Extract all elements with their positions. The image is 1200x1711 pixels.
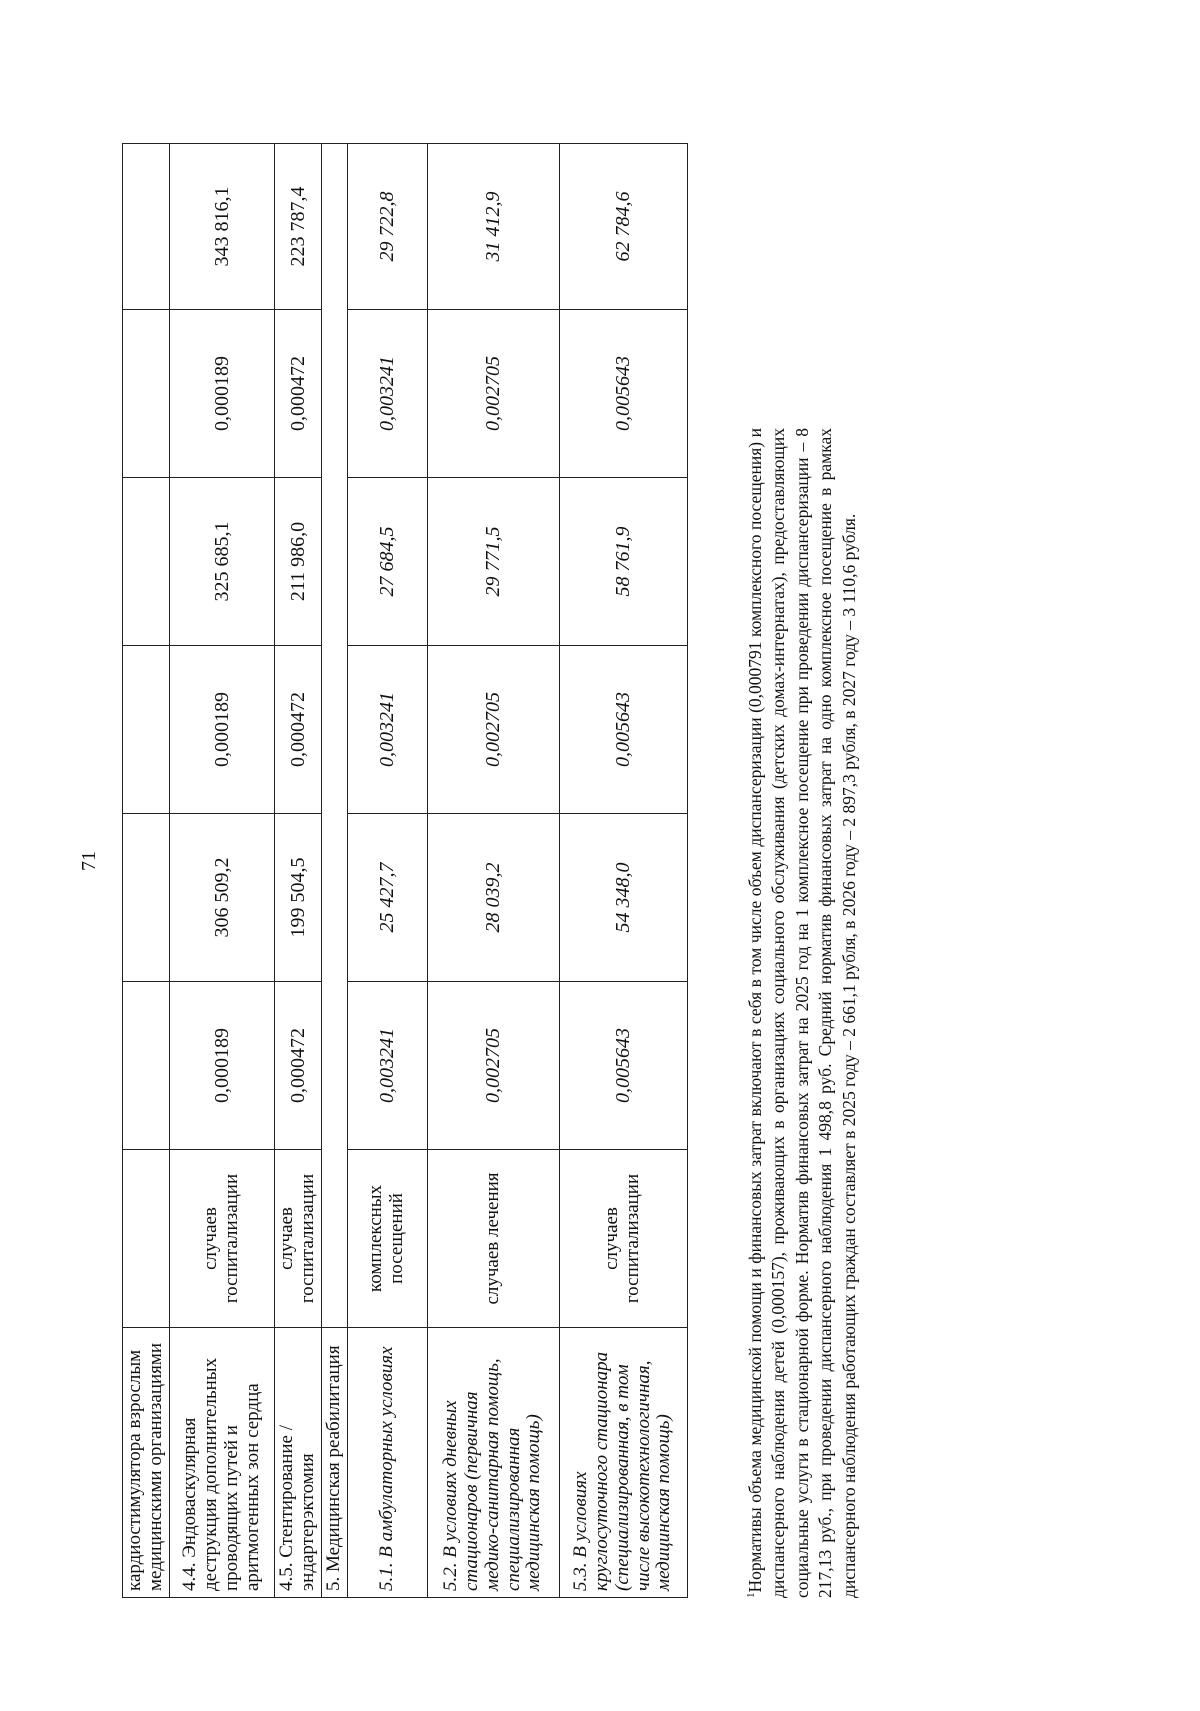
volume-2025: 0,005643 <box>559 982 687 1150</box>
cost-2026: 58 761,9 <box>559 478 687 646</box>
page-number: 71 <box>78 851 100 871</box>
volume-2027: 0,000472 <box>274 310 321 478</box>
table-row <box>559 144 687 1598</box>
volume-2027: 0,000189 <box>169 310 274 478</box>
volume-2025: 0,000472 <box>274 982 321 1150</box>
section-heading: 5. Медицинская реабилитация <box>321 1328 347 1598</box>
volume-2027: 0,003241 <box>347 310 427 478</box>
volume-2026: 0,005643 <box>559 646 687 814</box>
footnote-marker: 1 <box>745 1592 758 1598</box>
row-name: 5.3. В условиях круглосуточного стационара (специализированная, в том числе высокотехнологичная, медицинская помощь) <box>559 1328 687 1598</box>
row-name: 5.2. В условиях дневных стационаров (первичная медико-санитарная помощь, специализированная медицинская помощь) <box>427 1328 559 1598</box>
table-row <box>169 144 274 1598</box>
volume-2026: 0,000472 <box>274 646 321 814</box>
table-row <box>427 144 559 1598</box>
row-name: 5.1. В амбулаторных условиях <box>347 1328 427 1598</box>
row-unit: случаев госпитализации <box>169 1150 274 1328</box>
row-name: 4.5. Стентирование / эндартерэктомия <box>274 1328 321 1598</box>
volume-2025: 0,000189 <box>169 982 274 1150</box>
table-row <box>347 144 427 1598</box>
volume-2025: 0,003241 <box>347 982 427 1150</box>
row-unit: случаев госпитализации <box>274 1150 321 1328</box>
cost-2025: 28 039,2 <box>427 814 559 982</box>
cost-2025: 306 509,2 <box>169 814 274 982</box>
footnote-text: Нормативы объема медицинской помощи и финансовых затрат включают в себя в том числе объем диспансеризации (0,000791 комплексного посещения) и диспансерного наблюдения детей (0,000157), проживающих в организациях социального обслуживания (детских домах-интернатах), предоставляющих социальные услуги в стационарной форме. Норматив финансовых затрат на 2025 год на 1 комплексное посещение при проведении диспансеризации – 8 217,13 руб., при проведении диспансерного наблюдения 1 498,8 руб. Средний норматив финансовых затрат на одно комплексное посещение в рамках диспансерного наблюдения работающих граждан составляет в 2025 году – 2 661,1 рубля, в 2026 году – 2 897,3 рубля, в 2027 году – 3 110,6 рубля. <box>745 428 859 1598</box>
cost-2027: 343 816,1 <box>169 144 274 310</box>
table-row <box>321 144 347 1598</box>
cost-2026: 211 986,0 <box>274 478 321 646</box>
volume-2026: 0,002705 <box>427 646 559 814</box>
volume-2027: 0,002705 <box>427 310 559 478</box>
table-row <box>123 144 170 1598</box>
cost-2027: 31 412,9 <box>427 144 559 310</box>
cost-2027: 29 722,8 <box>347 144 427 310</box>
cost-2025: 25 427,7 <box>347 814 427 982</box>
row-name: кардиостимулятора взрослым медицинскими организациями <box>123 1328 170 1598</box>
cost-2027: 223 787,4 <box>274 144 321 310</box>
cost-2026: 27 684,5 <box>347 478 427 646</box>
row-name: 4.4. Эндоваскулярная деструкция дополнительных проводящих путей и аритмогенных зон сердца <box>169 1328 274 1598</box>
cost-2026: 325 685,1 <box>169 478 274 646</box>
row-unit: случаев госпитализации <box>559 1150 687 1328</box>
cost-2025: 54 348,0 <box>559 814 687 982</box>
table-row <box>274 144 321 1598</box>
normatives-table <box>122 143 688 1598</box>
cost-2026: 29 771,5 <box>427 478 559 646</box>
volume-2027: 0,005643 <box>559 310 687 478</box>
row-unit: комплексных посещений <box>347 1150 427 1328</box>
row-unit: случаев лечения <box>427 1150 559 1328</box>
volume-2026: 0,003241 <box>347 646 427 814</box>
cost-2025: 199 504,5 <box>274 814 321 982</box>
volume-2026: 0,000189 <box>169 646 274 814</box>
cost-2027: 62 784,6 <box>559 144 687 310</box>
volume-2025: 0,002705 <box>427 982 559 1150</box>
footnote <box>744 428 861 1598</box>
